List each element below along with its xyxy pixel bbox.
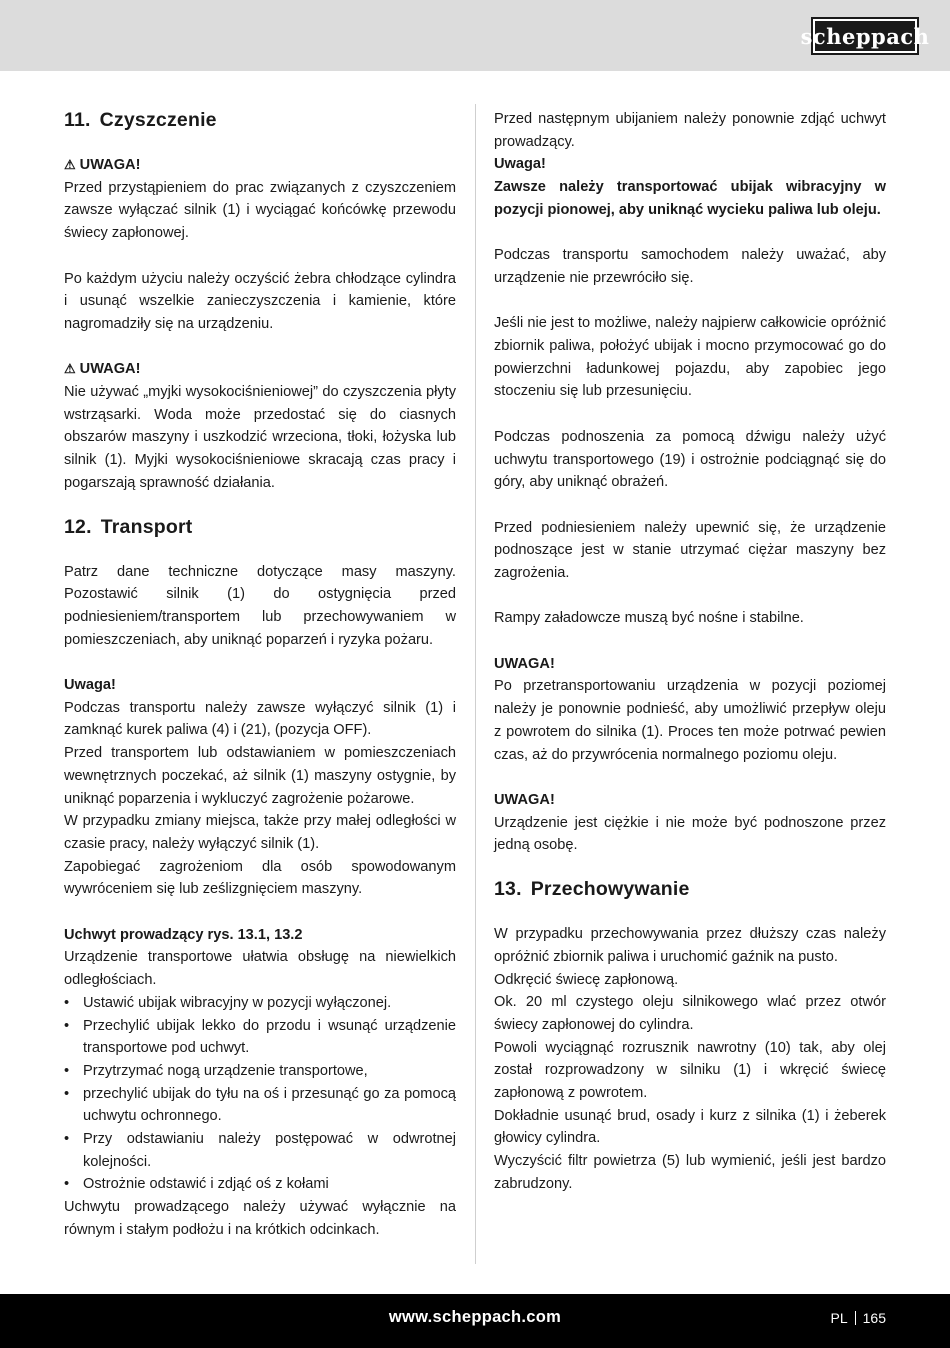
column-divider [475,104,476,1264]
section-title: Czyszczenie [99,109,217,131]
section-title: Transport [100,515,193,538]
section-number: 11. [64,109,91,131]
warning-label: UWAGA! [79,157,141,173]
list-item: • Przytrzymać nogą urządzenie transportowe, [64,1060,456,1083]
paragraph: Podczas transportu należy zawsze wyłączyć silnik (1) i zamknąć kurek paliwa (4) i (21), (pozycja OFF). [64,699,456,739]
subheading: UWAGA! [494,791,555,808]
left-column [64,108,456,1242]
warning-triangle-icon: ⚠ [64,157,76,172]
paragraph: Podczas podnoszenia za pomocą dźwigu należy użyć uchwytu transportowego (19) i ostrożnie podciągnąć się do góry, aby uniknąć obrażeń. [494,428,886,491]
list-item: • Ostrożnie odstawić i zdjąć oś z kołami [64,1173,456,1196]
paragraph: Nie używać „myjki wysokociśnieniowej” do czyszczenia płyty wstrząsarki. Woda może przedostać się do ciasnych obszarów maszyny i uszkodzić wrzeciona, tłoki, łożyska lub silnik (1). Myjki wysokociśnieniowe skracają czas pracy i pogarszają sprawność działania. [64,384,456,491]
paragraph: Przed podniesieniem należy upewnić się, że urządzenie podnoszące jest w stanie utrzymać ciężar maszyny bez zagrożenia. [494,519,886,581]
paragraph: W przypadku przechowywania przez dłuższy czas należy opróżnić zbiornik paliwa i uruchomić gaźnik na pusto. [494,926,886,965]
footer [0,1294,950,1348]
section-heading-13 [494,877,886,901]
subheading: UWAGA! [494,655,555,672]
paragraph: W przypadku zmiany miejsca, także przy małej odległości w czasie pracy, należy wyłączyć silnik (1). [64,813,456,852]
paragraph: Podczas transportu samochodem należy uważać, aby urządzenie nie przewróciło się. [494,247,886,286]
paragraph: Przed przystąpieniem do prac związanych z czyszczeniem zawsze wyłączać silnik (1) i wyciągać końcówkę przewodu świecy zapłonowej. [64,179,456,242]
logo-text: scheppach [800,23,930,49]
paragraph: Przed transportem lub odstawianiem w pomieszczeniach wewnętrznych poczekać, aż silnik (1) maszyny ostygnie, by uniknąć poparzenia i wykluczyć zagrożenie pożarowe. [64,745,456,807]
paragraph: Patrz dane techniczne dotyczące masy maszyny. Pozostawić silnik (1) do ostygnięcia przed podniesieniem/transportem lub przechowywaniem w pomieszczeniach, aby uniknąć poparzeń i ryzyka pożaru. [64,563,456,648]
paragraph: Urządzenie jest ciężkie i nie może być podnoszone przez jedną osobę. [494,814,886,854]
website-link[interactable]: www.scheppach.com [388,1308,562,1326]
section-number: 13. [494,878,522,901]
paragraph: Odkręcić świecę zapłonową. [494,971,679,988]
section-number: 12. [64,515,92,538]
list-item: • Przy odstawianiu należy postępować w odwrotnej kolejności. [64,1128,456,1173]
paragraph: Uchwytu prowadzącego należy używać wyłącznie na równym i stałym podłożu i na krótkich odcinkach. [64,1199,456,1238]
paragraph: Ok. 20 ml czystego oleju silnikowego wlać przez otwór świecy zapłonowej do cylindra. [494,994,886,1033]
paragraph: Jeśli nie jest to możliwe, należy najpierw całkowicie opróżnić zbiornik paliwa, położyć ubijak i mocno przymocować go do powierzchni ładunkowej pojazdu, aby zapobiec jego stoczeniu się lub przesunięciu. [494,315,886,400]
paragraph: Rampy załadowcze muszą być nośne i stabilne. [494,610,804,627]
section-heading-12 [64,515,456,539]
paragraph: Wyczyścić filtr powietrza (5) lub wymienić, jeśli jest bardzo zabrudzony. [494,1153,886,1192]
warning-triangle-icon: ⚠ [64,361,76,377]
list-item: • Przechylić ubijak lekko do przodu i wsunąć urządzenie transportowe pod uchwyt. [64,1015,456,1060]
bold-paragraph: Zawsze należy transportować ubijak wibracyjny w pozycji pionowej, aby uniknąć wycieku paliwa lub oleju. [494,179,886,218]
section-title: Przechowywanie [530,878,690,901]
paragraph: Dokładnie usunąć brud, osady i kurz z silnika (1) i żeberek głowicy cylindra. [494,1107,886,1147]
paragraph: Po przetransportowaniu urządzenia w pozycji poziomej należy je ponownie podnieść, aby umożliwić przepływ oleju z powrotem do silnika (1). Proces ten może potrwać pewien czas, aż do przywrócenia normalnego poziomu oleju. [494,678,886,763]
paragraph: Zapobiegać zagrożeniom dla osób spowodowanym wywróceniem się lub ześlizgnięciem maszyny. [64,858,456,898]
page-indicator [831,1310,886,1326]
list-item: • przechylić ubijak do tyłu na oś i przesunąć go za pomocą uchwytu ochronnego. [64,1083,456,1128]
page-number: 165 [862,1310,886,1326]
subheading: Uchwyt prowadzący rys. 13.1, 13.2 [64,926,303,943]
subheading: Uwaga! [64,677,116,694]
paragraph: Powoli wyciągnąć rozrusznik nawrotny (10) tak, aby olej został rozprowadzony w silniku (1) i wkręcić świecę zapłonową z powrotem. [494,1039,886,1102]
paragraph: Przed następnym ubijaniem należy ponownie zdjąć uchwyt prowadzący. [494,111,886,150]
warning-heading [64,154,456,177]
right-column [494,108,886,1196]
paragraph: Urządzenie transportowe ułatwia obsługę na niewielkich odległościach. [64,949,456,989]
subheading: Uwaga! [494,156,546,173]
language-code: PL [830,1310,848,1326]
bullet-list [64,992,456,1196]
scheppach-logo [800,17,930,55]
warning-heading [64,358,456,381]
warning-label: UWAGA! [79,361,141,378]
list-item: • Ustawić ubijak wibracyjny w pozycji wyłączonej. [64,992,456,1015]
paragraph: Po każdym użyciu należy oczyścić żebra chłodzące cylindra i usunąć wszelkie zanieczyszczenia i kamienie, które nagromadziły się na urządzeniu. [64,270,456,332]
separator [855,1311,856,1325]
section-heading-11 [64,108,456,132]
